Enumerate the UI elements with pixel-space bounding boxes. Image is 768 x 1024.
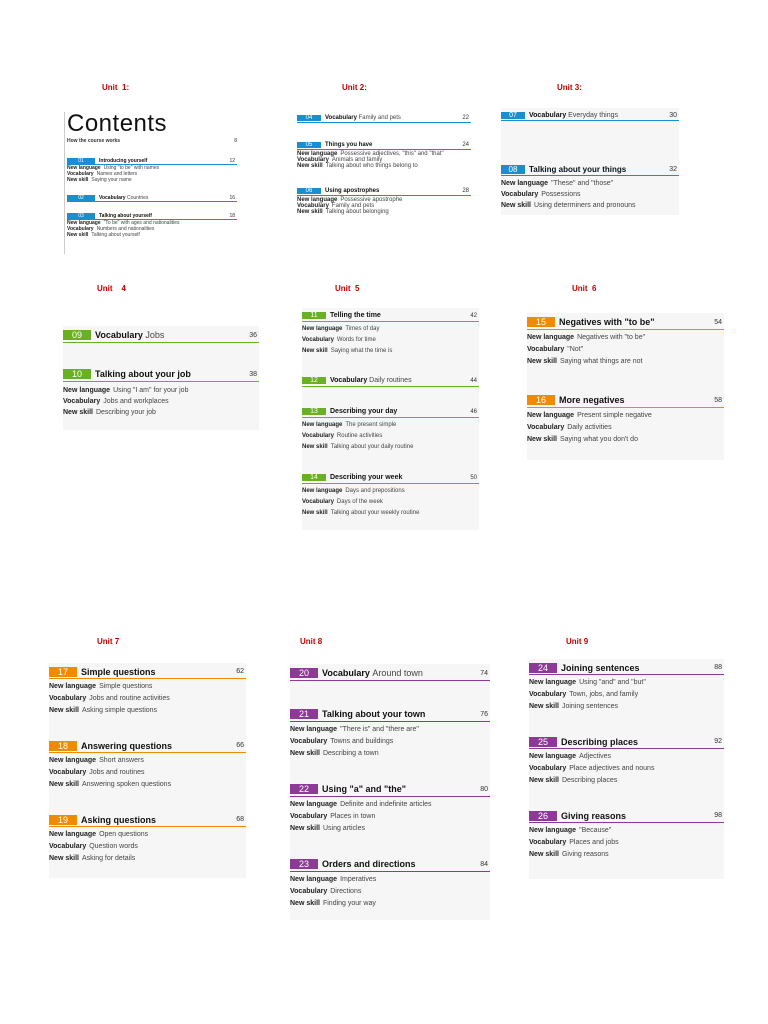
lesson-24[interactable]: 24 Joining sentences 88 New language Using "and" and "but" Vocabulary Town, jobs, and family New skill Joining sentences xyxy=(529,662,722,710)
lesson-22[interactable]: 22 Using "a" and "the" 80 New language Definite and indefinite articles Vocabulary Places in town New skill Using articles xyxy=(290,784,488,832)
lesson-03[interactable]: 03 Talking about yourself 18 New language "To be" with ages and nationalities Vocabulary Numbers and nationalities New skill Talking about yourself xyxy=(67,213,235,238)
lesson-13[interactable]: 13 Describing your day 46 New language The present simple Vocabulary Routine activities New skill Talking about your daily routine xyxy=(302,408,477,450)
unit-7-label: Unit 7 xyxy=(97,637,120,646)
course-works-subtitle: How the course works 8 xyxy=(67,138,237,144)
lesson-06[interactable]: 06 Using apostrophes 28 New language Possessive apostrophe Vocabulary Family and pets New skill Talking about belonging xyxy=(297,187,469,215)
lesson-14[interactable]: 14 Describing your week 50 New language Days and prepositions Vocabulary Days of the week New skill Talking about your weekly routine xyxy=(302,474,477,516)
lesson-02[interactable]: 02 Vocabulary Countries 16 xyxy=(67,195,237,202)
lesson-21[interactable]: 21 Talking about your town 76 New language "There is" and "there are" Vocabulary Towns and buildings New skill Describing a town xyxy=(290,709,488,757)
lesson-07[interactable]: 07 Vocabulary Everyday things 30 xyxy=(501,110,679,121)
unit-5-panel xyxy=(302,308,479,530)
unit-3-panel xyxy=(501,108,679,215)
lesson-10[interactable]: 10 Talking about your job 38 New language Using "I am" for your job Vocabulary Jobs and workplaces New skill Describing your job xyxy=(63,369,257,416)
lesson-12[interactable]: 12 Vocabulary Daily routines 44 xyxy=(302,375,479,387)
unit-4-panel xyxy=(63,326,259,430)
lesson-11[interactable]: 11 Telling the time 42 New language Times of day Vocabulary Words for time New skill Saying what the time is xyxy=(302,312,477,354)
unit-6-panel xyxy=(527,313,724,460)
lesson-01[interactable]: 01 Introducing yourself 12 New language Using "to be" with names Vocabulary Names and letters New skill Saying your name xyxy=(67,158,235,183)
unit-9-panel xyxy=(529,659,724,879)
lesson-05[interactable]: 05 Things you have 24 New language Possessive adjectives, "this" and "that" Vocabulary Animals and family New skill Talking about who things belong to xyxy=(297,141,469,169)
lesson-25[interactable]: 25 Describing places 92 New language Adjectives Vocabulary Place adjectives and nouns New skill Describing places xyxy=(529,736,722,784)
unit-3-label: Unit 3: xyxy=(557,83,582,92)
unit-2-label: Unit 2: xyxy=(342,83,367,92)
lesson-04[interactable]: 04 Vocabulary Family and pets 22 xyxy=(297,113,471,123)
lesson-08[interactable]: 08 Talking about your things 32 New language "These" and "those" Vocabulary Possessions New skill Using determiners and pronouns xyxy=(501,164,677,209)
lesson-20[interactable]: 20 Vocabulary Around town 74 xyxy=(290,666,490,681)
unit-6-label: Unit 6 xyxy=(572,284,597,293)
unit-5-label: Unit 5 xyxy=(335,284,360,293)
lesson-15[interactable]: 15 Negatives with "to be" 54 New language Negatives with "to be" Vocabulary "Not" New skill Saying what things are not xyxy=(527,317,722,365)
unit-1-label: Unit 1: xyxy=(102,83,130,92)
unit-2-panel xyxy=(297,113,471,215)
lesson-17[interactable]: 17 Simple questions 62 New language Simple questions Vocabulary Jobs and routine activities New skill Asking simple questions xyxy=(49,666,244,714)
unit-8-panel xyxy=(290,664,490,920)
lesson-16[interactable]: 16 More negatives 58 New language Present simple negative Vocabulary Daily activities New skill Saying what you don't do xyxy=(527,395,722,443)
lesson-09[interactable]: 09 Vocabulary Jobs 36 xyxy=(63,328,259,343)
unit-9-label: Unit 9 xyxy=(566,637,589,646)
lesson-18[interactable]: 18 Answering questions 66 New language Short answers Vocabulary Jobs and routines New skill Answering spoken questions xyxy=(49,740,244,788)
unit-7-panel xyxy=(49,663,246,878)
lesson-23[interactable]: 23 Orders and directions 84 New language Imperatives Vocabulary Directions New skill Finding your way xyxy=(290,859,488,907)
lesson-26[interactable]: 26 Giving reasons 98 New language "Because" Vocabulary Places and jobs New skill Giving reasons xyxy=(529,810,722,858)
unit-1-panel xyxy=(64,112,237,254)
lesson-19[interactable]: 19 Asking questions 68 New language Open questions Vocabulary Question words New skill Asking for details xyxy=(49,814,244,862)
contents-heading: Contents xyxy=(67,110,168,137)
unit-4-label: Unit 4 xyxy=(97,284,126,293)
unit-8-label: Unit 8 xyxy=(300,637,323,646)
